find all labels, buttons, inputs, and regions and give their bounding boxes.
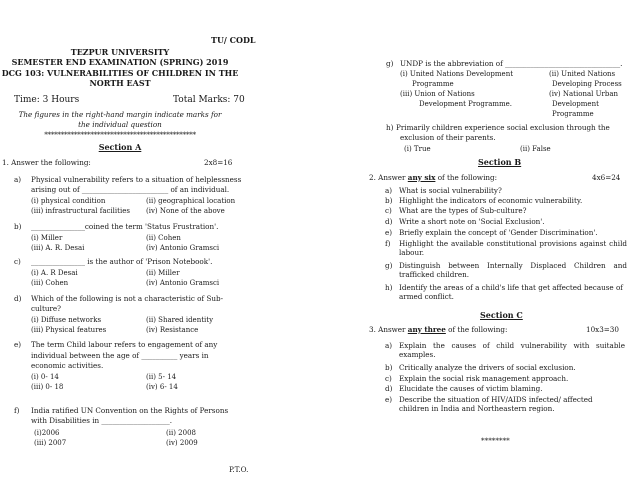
- q-c-option: (ii) Miller: [146, 269, 180, 277]
- instruction-cont: the individual question: [78, 120, 162, 129]
- q2-item-label: e): [385, 228, 393, 237]
- q-d-option: (iii) Physical features: [31, 326, 107, 334]
- question-1: 1. Answer the following:: [2, 158, 91, 167]
- q2-item-label: h): [385, 283, 393, 292]
- instruction: The figures in the right-hand margin indicate marks for: [18, 110, 222, 119]
- q-d-label: d): [14, 294, 22, 303]
- q-h-text: Primarily children experience social exclusion through the: [396, 123, 610, 132]
- q-g-option: (iii) Union of Nations: [400, 90, 475, 98]
- q-e-text-cont: individual between the age of __________ years in: [31, 351, 209, 360]
- q3-item-text: Elucidate the causes of victim blaming.: [399, 384, 543, 393]
- q-e-option: (i) 0- 14: [31, 373, 59, 381]
- q-g-option-cont: Programme: [552, 110, 594, 118]
- university-name: TEZPUR UNIVERSITY: [70, 47, 170, 57]
- q2-item-text: Identify the areas of a child's life that get affected because of armed conflict.: [399, 283, 623, 301]
- pto-label: P.T.O.: [229, 465, 249, 474]
- q-d-text-cont: culture?: [31, 304, 62, 313]
- q-f-label: f): [14, 406, 20, 415]
- q3-item-label: e): [385, 395, 393, 404]
- q3-item-label: a): [385, 341, 393, 350]
- q2-item-text: What is social vulnerability?: [399, 186, 502, 195]
- q-f-text: India ratified UN Convention on the Rights of Persons: [31, 406, 229, 415]
- q-b-text: _______________coined the term 'Status Frustration'.: [31, 222, 219, 231]
- question-3: 3. Answer any three of the following:: [369, 325, 508, 334]
- q2-item-text: What are the types of Sub-culture?: [399, 206, 527, 215]
- q-b-option: (iv) Antonio Gramsci: [146, 244, 220, 252]
- q3-item-text: Describe the situation of HIV/AIDS infected/ affected children in India and Northeastern region.: [399, 395, 593, 413]
- q-a-option: (i) physical condition: [31, 197, 106, 205]
- q-b-label: b): [14, 222, 22, 231]
- q-a-option: (ii) geographical location: [146, 197, 236, 205]
- q-g-option-cont: Programme: [412, 80, 454, 88]
- q-g-option-cont: Developing Process: [552, 80, 622, 88]
- course-title-cont: NORTH EAST: [89, 78, 151, 88]
- q-g-text: UNDP is the abbreviation of ________________________________.: [400, 59, 623, 68]
- q-e-text-cont: economic activities.: [31, 361, 104, 370]
- paper-code: TU/ CODL: [211, 35, 256, 45]
- q-f-text-cont: with Disabilities in ___________________.: [31, 416, 172, 425]
- q3-item-label: c): [385, 374, 392, 383]
- q-g-option-cont: Development: [552, 100, 599, 108]
- q-e-option: (ii) 5- 14: [146, 373, 177, 381]
- q-f-option: (iii) 2007: [34, 439, 67, 447]
- q-g-option: (i) United Nations Development: [400, 70, 514, 78]
- q2-item-label: f): [385, 239, 391, 248]
- end-stars: ********: [481, 436, 510, 445]
- q2-item-text: Write a short note on 'Social Exclusion'.: [399, 217, 545, 226]
- q-c-option: (iii) Cohen: [31, 279, 69, 287]
- section-b-title: Section B: [478, 157, 522, 167]
- exam-time: Time: 3 Hours: [14, 95, 80, 105]
- q3-item-label: d): [385, 384, 393, 393]
- q-f-option: (i)2006: [34, 429, 60, 437]
- q2-item-label: c): [385, 206, 392, 215]
- q-b-option: (iii) A. R. Desai: [31, 244, 85, 252]
- q-g-option: (ii) United Nations: [549, 70, 616, 78]
- q-e-option: (iii) 0- 18: [31, 383, 64, 391]
- q-b-option: (ii) Cohen: [146, 234, 181, 242]
- q-c-label: c): [14, 257, 21, 266]
- q-d-option: (ii) Shared identity: [146, 316, 214, 324]
- q2-item-label: d): [385, 217, 393, 226]
- q3-item-text: Explain the social risk management approach.: [399, 374, 569, 383]
- q-a-text-cont: arising out of ________________________ of an individual.: [31, 185, 230, 194]
- q-d-option: (iv) Resistance: [146, 326, 199, 334]
- q-d-option: (i) Diffuse networks: [31, 316, 102, 324]
- question-1-marks: 2x8=16: [204, 158, 233, 167]
- q-g-option: (iv) National Urban: [549, 90, 618, 98]
- q-f-option: (ii) 2008: [166, 429, 196, 437]
- q-h-label: h): [386, 123, 394, 132]
- q-e-label: e): [14, 340, 22, 349]
- q-a-text: Physical vulnerability refers to a situation of helplessness: [31, 175, 242, 184]
- q-a-option: (iv) None of the above: [146, 207, 225, 215]
- q3-item-text: Critically analyze the drivers of social exclusion.: [399, 363, 576, 372]
- separator-stars: **********************************************: [44, 130, 196, 139]
- q2-item-label: a): [385, 186, 393, 195]
- q-c-text: _______________ is the author of 'Prison Notebook'.: [31, 257, 213, 266]
- section-c-title: Section C: [480, 310, 523, 320]
- course-title: DCG 103: VULNERABILITIES OF CHILDREN IN THE: [1, 68, 239, 78]
- q-h-text-cont: exclusion of their parents.: [400, 133, 496, 142]
- q2-item-text: Briefly explain the concept of 'Gender Discrimination'.: [399, 228, 598, 237]
- total-marks: Total Marks: 70: [173, 95, 245, 105]
- q3-item-label: b): [385, 363, 393, 372]
- q-c-option: (i) A. R Desai: [31, 269, 78, 277]
- q2-item-label: g): [385, 261, 393, 270]
- question-2: 2. Answer any six of the following:: [369, 173, 498, 182]
- q2-item-text: Distinguish between Internally Displaced Children and trafficked children.: [399, 261, 627, 279]
- exam-title: SEMESTER END EXAMINATION (SPRING) 2019: [11, 57, 229, 67]
- question-2-marks: 4x6=24: [592, 173, 621, 182]
- q-h-option: (ii) False: [520, 145, 551, 153]
- q-f-option: (iv) 2009: [166, 439, 198, 447]
- q-g-label: g): [386, 59, 394, 68]
- q2-item-text: Highlight the indicators of economic vulnerability.: [399, 196, 583, 205]
- section-a-title: Section A: [98, 142, 142, 152]
- q-a-label: a): [14, 175, 22, 184]
- q-d-text: Which of the following is not a characteristic of Sub-: [31, 294, 224, 303]
- q-h-option: (i) True: [404, 145, 431, 153]
- q3-item-text: Explain the causes of child vulnerability with suitable examples.: [399, 341, 625, 359]
- q-e-text: The term Child labour refers to engagement of any: [31, 340, 218, 349]
- q-e-option: (iv) 6- 14: [146, 383, 178, 391]
- q-a-option: (iii) infrastructural facilities: [31, 207, 130, 215]
- q2-item-text: Highlight the available constitutional provisions against child labour.: [399, 239, 627, 257]
- q2-item-label: b): [385, 196, 393, 205]
- question-3-marks: 10x3=30: [586, 325, 619, 334]
- q-c-option: (iv) Antonio Gramsci: [146, 279, 220, 287]
- q-b-option: (i) Miller: [31, 234, 63, 242]
- q-g-option-cont: Development Programme.: [419, 100, 513, 108]
